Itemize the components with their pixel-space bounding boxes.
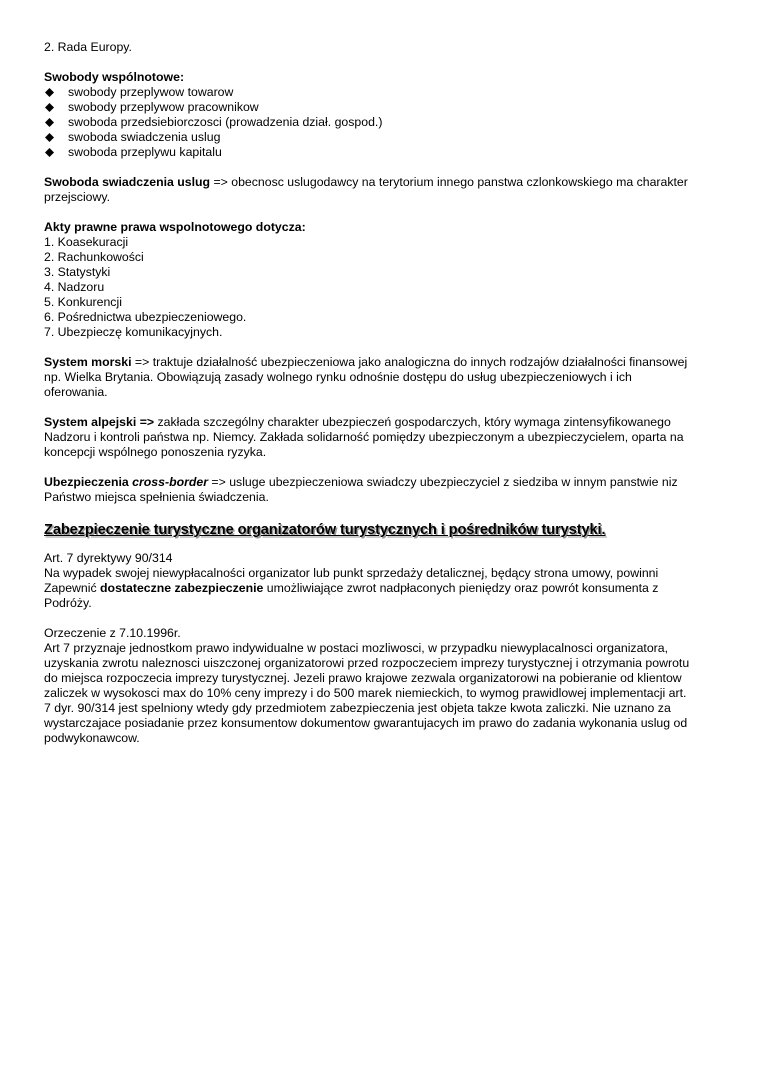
ruling-line: wystarczajace posiadanie przez konsumentow dokumentow gwarantujacych im prawo do zadania wykonania uslug od [44, 716, 688, 730]
ruling-line: do miejsca rozpoczecia imprezy turystycznej. Jezeli prawo krajowe zezwala organizatorowi na pobieranie od klientow [44, 671, 682, 685]
intro-text: 2. Rada Europy. [44, 40, 132, 54]
article-line-2-post: umożliwiające zwrot nadpłaconych pieniędzy oraz powrót konsumenta z [263, 581, 659, 595]
ruling-line: 7 dyr. 90/314 jest spelniony wtedy gdy przedmiotem zabezpieczenia jest objeta takze kwota zaliczki. Nie uznano za [44, 701, 671, 715]
list-item [44, 130, 724, 145]
list-item: 4. Nadzoru [44, 280, 105, 294]
maritime-line-1: => traktuje działalność ubezpieczeniowa jako analogiczna do innych rodzajów działalności finansowej [131, 355, 688, 369]
freedoms-title: Swobody wspólnotowe: [44, 70, 185, 84]
document-page [44, 40, 724, 761]
legal-acts-title: Akty prawne prawa wspolnotowego dotycza: [44, 220, 306, 234]
diamond-bullet-icon [45, 133, 54, 142]
ruling-line: Art 7 przyznaje jednostkom prawo indywidualne w postaci mozliwosci, w przypadku niewyplacalnosci organizatora, [44, 641, 669, 655]
service-freedom-paragraph [44, 175, 724, 205]
intro-line [44, 40, 724, 55]
list-item [44, 115, 724, 130]
alpine-system-paragraph [44, 415, 724, 460]
list-item-text: swoboda swiadczenia uslug [68, 130, 221, 144]
list-item [44, 100, 724, 115]
article-line-2-bold: dostateczne zabezpieczenie [100, 581, 264, 595]
cross-border-line-1: => usluge ubezpieczeniowa swiadczy ubezpieczyciel z siedziba w innym panstwie niz [208, 475, 678, 489]
list-item: 1. Koasekuracji [44, 235, 129, 249]
article-line-2-pre: Zapewnić [44, 581, 101, 595]
ruling-paragraph [44, 626, 724, 746]
ruling-line: zaliczek w wysokosci max do 10% ceny imprezy i do 500 marek niemieckich, to wymog prawidlowej implementacji art. [44, 686, 687, 700]
maritime-system-paragraph [44, 355, 724, 400]
list-item: 2. Rachunkowości [44, 250, 144, 264]
legal-acts-section [44, 220, 724, 340]
cross-border-term-2: cross-border [132, 475, 209, 489]
article-line-3: Podróży. [44, 596, 92, 610]
diamond-bullet-icon [45, 103, 54, 112]
maritime-term: System morski [44, 355, 132, 369]
list-item [44, 85, 724, 100]
list-item [44, 145, 724, 160]
alpine-line-1: zakłada szczególny charakter ubezpieczeń gospodarczych, który wymaga zintensyfikowanego [154, 415, 671, 429]
list-item: 6. Pośrednictwa ubezpieczeniowego. [44, 310, 247, 324]
list-item: 3. Statystyki [44, 265, 111, 279]
list-item: 5. Konkurencji [44, 295, 122, 309]
ruling-line: podwykonawcow. [44, 731, 140, 745]
service-freedom-term: Swoboda swiadczenia uslug [44, 175, 211, 189]
list-item-text: swobody przeplywow pracownikow [68, 100, 259, 114]
list-item-text: swoboda przedsiebiorczosci (prowadzenia dział. gospod.) [68, 115, 383, 129]
list-item-text: swobody przeplywow towarow [68, 85, 234, 99]
freedoms-list [44, 85, 724, 160]
ruling-ref: Orzeczenie z 7.10.1996r. [44, 626, 181, 640]
alpine-term: System alpejski => [44, 415, 155, 429]
maritime-line-3: oferowania. [44, 385, 108, 399]
list-item-text: swoboda przeplywu kapitalu [68, 145, 222, 159]
maritime-line-2: np. Wielka Brytania. Obowiązują zasady wolnego rynku odnośnie dostępu do usług ubezpieczeniowych i ich [44, 370, 632, 384]
diamond-bullet-icon [45, 148, 54, 157]
service-freedom-text: => obecnosc uslugodawcy na terytorium innego panstwa czlonkowskiego ma charakter [210, 175, 688, 189]
list-item: 7. Ubezpieczę komunikacyjnych. [44, 325, 223, 339]
freedoms-section [44, 70, 724, 160]
article-ref: Art. 7 dyrektywy 90/314 [44, 551, 173, 565]
diamond-bullet-icon [45, 118, 54, 127]
section-heading: Zabezpieczenie turystyczne organizatorów turystycznych i pośredników turystyki. [44, 522, 606, 538]
cross-border-paragraph [44, 475, 724, 505]
alpine-line-2: Nadzoru i kontroli państwa np. Niemcy. Zakłada solidarność pomiędzy ubezpieczonym a ubezpieczycielem, oparta na [44, 430, 684, 444]
article-paragraph [44, 551, 724, 611]
article-line-1: Na wypadek swojej niewypłacalności organizator lub punkt sprzedaży detalicznej, będący strona umowy, powinni [44, 566, 659, 580]
ruling-line: uzyskania zwrotu naleznosci uiszczonej organizatorowi przed rozpoczeciem imprezy turystycznej i otrzymania powrotu [44, 656, 690, 670]
cross-border-line-2: Państwo miejsca spełnienia świadczenia. [44, 490, 269, 504]
alpine-line-3: koncepcji wspólnego ponoszenia ryzyka. [44, 445, 267, 459]
service-freedom-text-2: przejsciowy. [44, 190, 111, 204]
diamond-bullet-icon [45, 88, 54, 97]
cross-border-term-1: Ubezpieczenia [44, 475, 133, 489]
